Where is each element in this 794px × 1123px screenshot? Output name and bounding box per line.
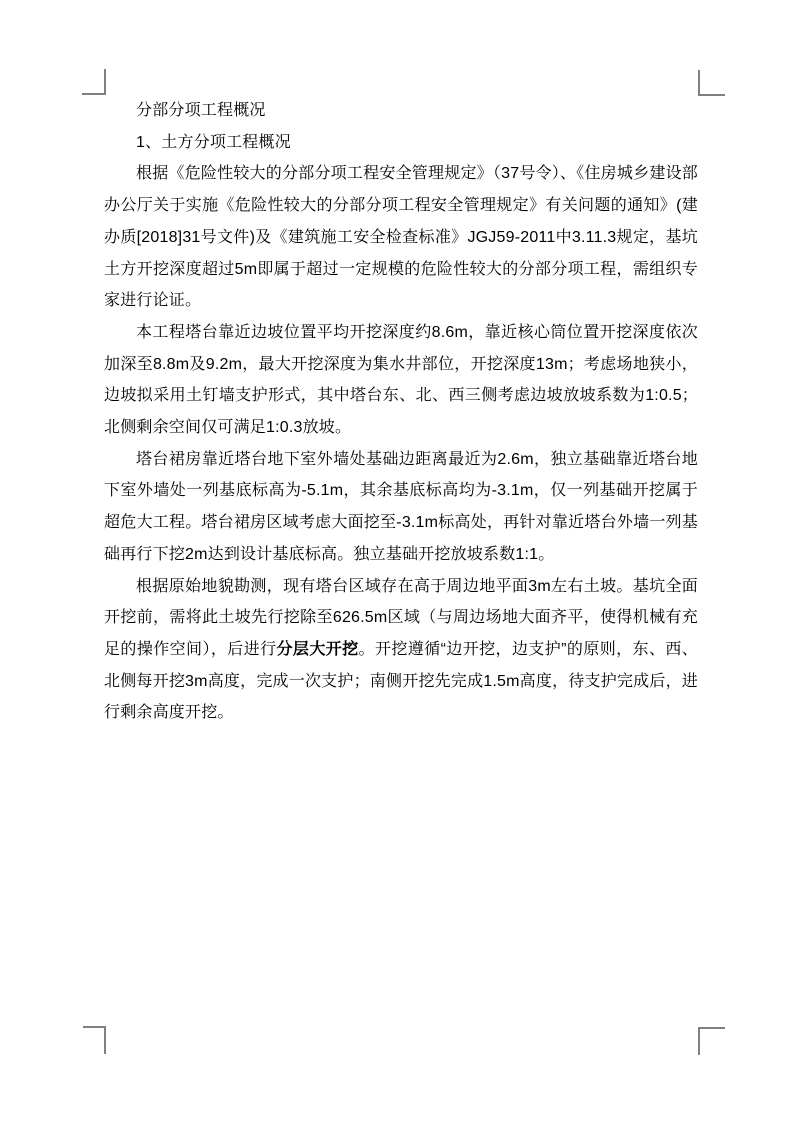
sequence-text-after: 。开挖遵循“边开挖，边支护”的原则，东、西、北侧每开挖3m高度，完成一次支护；南侧开挖先完成1.5m高度，待支护完成后，进行剩余高度开挖。 xyxy=(104,640,698,722)
sequence-text-bold: 分层大开挖 xyxy=(276,640,359,658)
margin-crop-mark-top-left xyxy=(82,69,106,95)
margin-crop-mark-bottom-right xyxy=(698,1027,725,1055)
paragraph-podium-foundation: 塔台裙房靠近塔台地下室外墙处基础边距离最近为2.6m，独立基础靠近塔台地下室外墙处一列基底标高为-5.1m，其余基底标高均为-3.1m，仅一列基础开挖属于超危大工程。塔台裙房区域考虑大面挖至-3.1m标高处，再针对靠近塔台外墙一列基础再行下挖2m达到设计基底标高。独立基础开挖放坡系数1:1。 xyxy=(104,450,698,563)
sequence-text-before: 根据原始地貌勘测，现有塔台区域存在高于周边地平面3m左右土坡。基坑全面开挖前，需将此土坡先行挖除至626.5m区域（与周边场地大面齐平，使得机械有充足的操作空间），后进行 xyxy=(104,577,698,658)
margin-crop-mark-bottom-left xyxy=(83,1026,106,1054)
document-body[interactable] xyxy=(104,95,698,729)
paragraph-excavation-depth: 本工程塔台靠近边坡位置平均开挖深度约8.6m，靠近核心筒位置开挖深度依次加深至8.8m及9.2m，最大开挖深度为集水井部位，开挖深度13m；考虑场地狭小，边坡拟采用土钉墙支护形式，其中塔台东、北、西三侧考虑边坡放坡系数为1:0.5；北侧剩余空间仅可满足1:0.3放坡。 xyxy=(104,323,698,437)
margin-crop-mark-top-right xyxy=(698,70,725,96)
section-title: 分部分项工程概况 xyxy=(136,102,266,119)
subsection-heading: 1、土方分项工程概况 xyxy=(136,133,291,151)
paragraph-excavation-sequence xyxy=(104,571,698,730)
paragraph-regulations: 根据《危险性较大的分部分项工程安全管理规定》（37号令）、《住房城乡建设部办公厅关于实施《危险性较大的分部分项工程安全管理规定》有关问题的通知》(建办质[2018]31号文件)及《建筑施工安全检查标准》JGJ59-2011中3.11.3规定，基坑土方开挖深度超过5m即属于超过一定规模的危险性较大的分部分项工程，需组织专家进行论证。 xyxy=(104,165,698,310)
